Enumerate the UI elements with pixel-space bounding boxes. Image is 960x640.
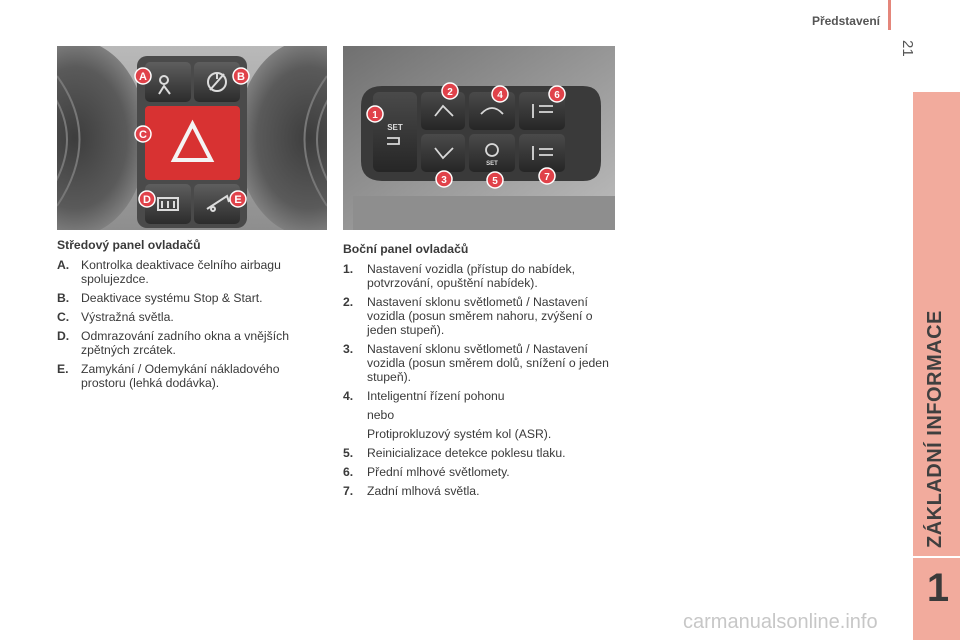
header-rule	[888, 0, 891, 30]
watermark: carmanualsonline.info	[683, 611, 878, 633]
callout-3-label: 3	[441, 175, 447, 186]
callout-e	[230, 191, 246, 207]
callout-3	[436, 171, 452, 187]
header-title: Představení	[811, 14, 880, 28]
item-label: E.	[57, 362, 69, 376]
item-text: Nastavení sklonu světlometů / Nastavení vozidla (posun směrem dolů, snížení o jeden stupeň).	[367, 342, 609, 384]
callout-7	[539, 168, 555, 184]
list-item	[343, 342, 615, 384]
callout-5-label: 5	[492, 176, 498, 187]
item-text: Přední mlhové světlomety.	[367, 465, 510, 479]
headlamp-up-button[interactable]	[421, 92, 465, 130]
item-text: Deaktivace systému Stop & Start.	[81, 291, 263, 305]
item-or: nebo	[367, 408, 395, 422]
callout-4-label: 4	[497, 90, 503, 101]
callout-b	[233, 68, 249, 84]
side-panel-title: Boční panel ovladačů	[343, 242, 469, 256]
item-alternative: Protiprokluzový systém kol (ASR).	[367, 427, 552, 441]
list-item	[343, 446, 615, 460]
callout-a-label: A	[139, 71, 147, 83]
set-button-label: SET	[387, 123, 403, 132]
callout-b-label: B	[237, 71, 245, 83]
set-button[interactable]	[373, 92, 417, 172]
list-item	[57, 362, 319, 390]
item-label: 5.	[343, 446, 354, 460]
callout-6	[549, 86, 565, 102]
callout-2-label: 2	[447, 87, 453, 98]
central-panel-illustration	[57, 46, 327, 230]
item-label: 2.	[343, 295, 354, 309]
item-label: 4.	[343, 389, 354, 403]
side-panel-photo	[343, 46, 615, 230]
callout-a	[135, 68, 151, 84]
list-item	[343, 484, 615, 498]
side-panel-illustration	[343, 46, 615, 230]
lower-trim	[353, 196, 615, 230]
chapter-tab-divider	[913, 556, 960, 558]
item-text: Inteligentní řízení pohonu	[367, 389, 505, 403]
callout-d-label: D	[143, 194, 151, 206]
item-label: 1.	[343, 262, 354, 276]
callout-5	[487, 172, 503, 188]
headlamp-down-button[interactable]	[421, 134, 465, 172]
callout-d	[139, 191, 155, 207]
item-text: Nastavení sklonu světlometů / Nastavení vozidla (posun směrem nahoru, zvýšení o jeden stupeň).	[367, 295, 593, 337]
callout-e-label: E	[234, 194, 242, 206]
list-item	[343, 389, 615, 403]
item-label: A.	[57, 258, 70, 272]
callout-1-label: 1	[372, 110, 378, 121]
central-panel-photo	[57, 46, 327, 230]
page-number: 21	[899, 40, 916, 57]
item-label: B.	[57, 291, 70, 305]
list-item	[343, 262, 615, 290]
tpms-set-label: SET	[486, 161, 498, 167]
callout-7-label: 7	[544, 172, 550, 183]
rear-fog-button[interactable]	[519, 134, 565, 172]
side-panel-legend	[343, 242, 615, 503]
item-label: 7.	[343, 484, 354, 498]
callout-2	[442, 83, 458, 99]
item-text: Odmrazování zadního okna a vnějších zpětných zrcátek.	[81, 329, 289, 357]
chapter-number: 1	[926, 566, 950, 610]
list-item	[57, 258, 319, 286]
callout-c	[135, 126, 151, 142]
item-label: C.	[57, 310, 70, 324]
callout-1	[367, 106, 383, 122]
callout-c-label: C	[139, 129, 147, 141]
list-item	[57, 291, 319, 305]
item-text: Kontrolka deaktivace čelního airbagu spolujezdce.	[81, 258, 281, 286]
item-text: Zamykání / Odemykání nákladového prostoru (lehká dodávka).	[81, 362, 280, 390]
item-label: 6.	[343, 465, 354, 479]
list-item	[343, 465, 615, 479]
item-text: Zadní mlhová světla.	[367, 484, 480, 498]
callout-4	[492, 86, 508, 102]
central-panel-title: Středový panel ovladačů	[57, 238, 201, 252]
central-panel-legend	[57, 238, 319, 395]
list-item	[343, 295, 615, 337]
hazard-button[interactable]	[145, 106, 240, 180]
item-label: D.	[57, 329, 70, 343]
item-label: 3.	[343, 342, 354, 356]
chapter-title: ZÁKLADNÍ INFORMACE	[924, 310, 946, 548]
traction-button[interactable]	[469, 92, 515, 130]
list-item	[57, 310, 319, 324]
item-text: Výstražná světla.	[81, 310, 174, 324]
callout-6-label: 6	[554, 90, 560, 101]
item-text: Nastavení vozidla (přístup do nabídek, potvrzování, opuštění nabídek).	[367, 262, 575, 290]
list-item	[57, 329, 319, 357]
item-text: Reinicializace detekce poklesu tlaku.	[367, 446, 566, 460]
